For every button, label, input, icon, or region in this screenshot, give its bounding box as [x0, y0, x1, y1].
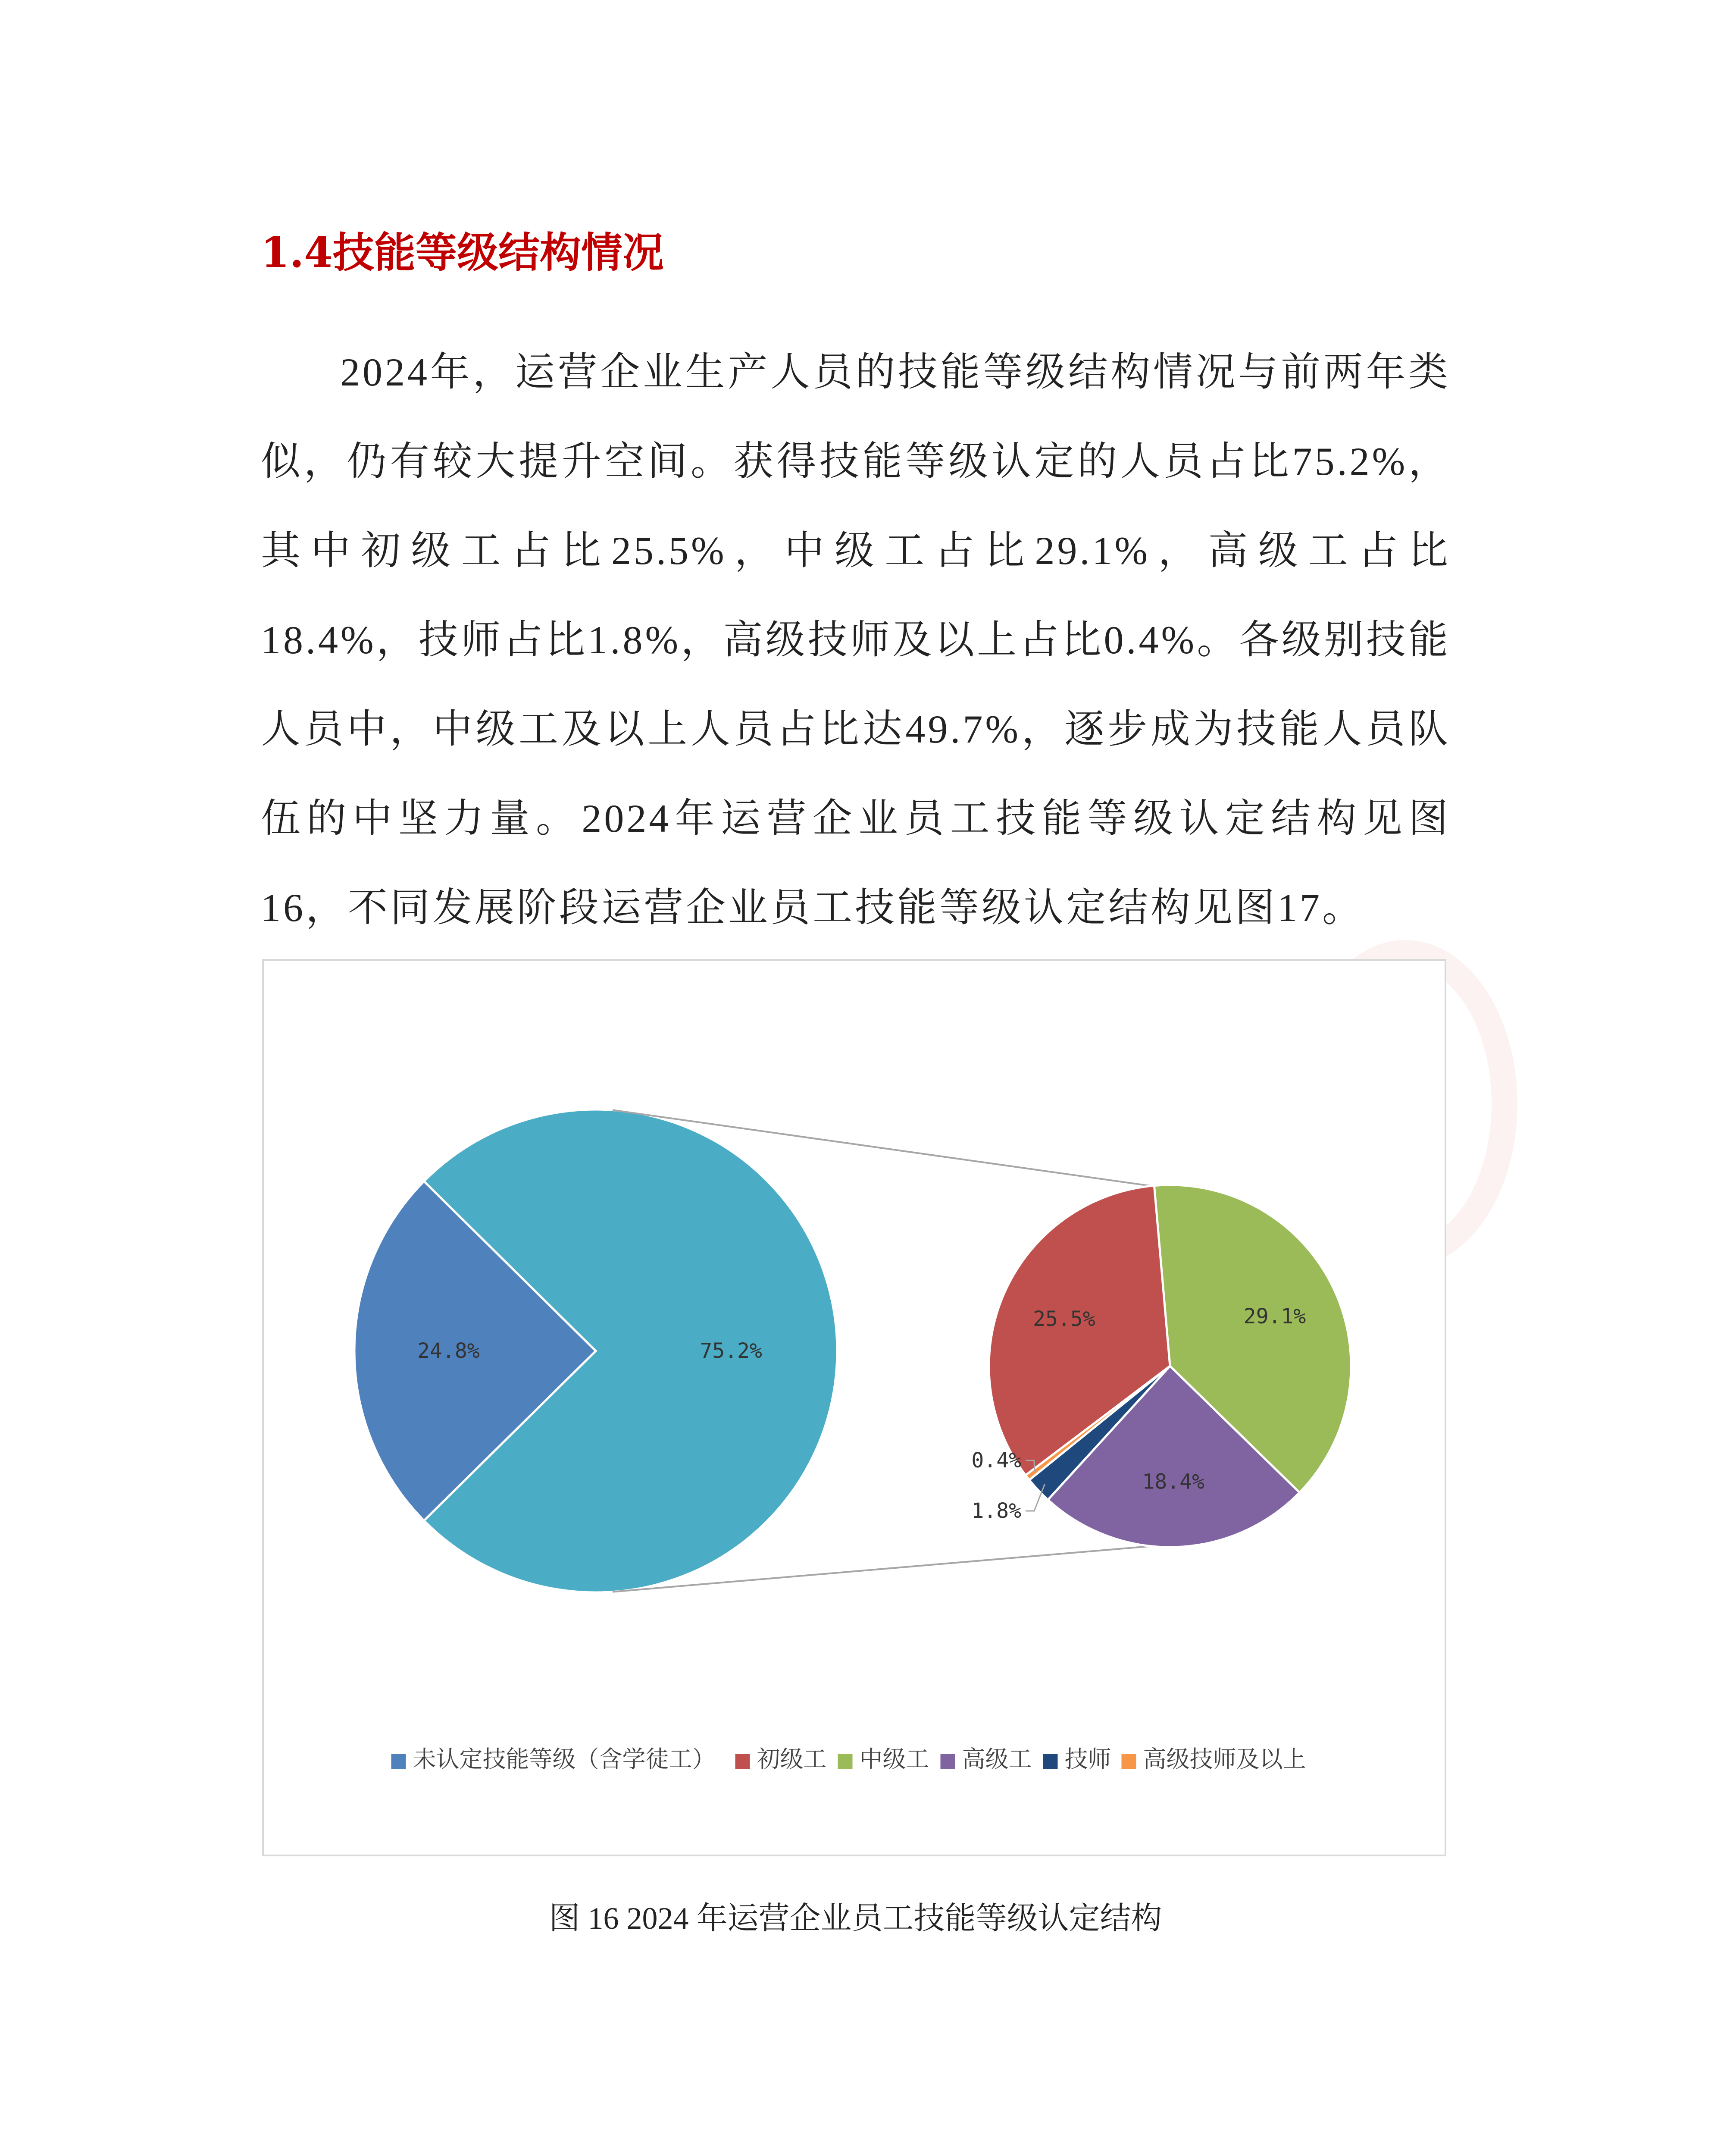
legend-label-5: 高级技师及以上 — [1143, 1745, 1306, 1773]
legend-label-0: 未认定技能等级（含学徒工） — [413, 1745, 716, 1773]
legend-swatch-1 — [735, 1754, 750, 1769]
legend-label-2: 中级工 — [859, 1745, 929, 1773]
main-pie-label-0: 24.8% — [417, 1339, 480, 1363]
main-pie-label-1: 75.2% — [700, 1339, 762, 1363]
body-paragraph: 2024年，运营企业生产人员的技能等级结构情况与前两年类似，仍有较大提升空间。获得技能等级认定的人员占比75.2%，其中初级工占比25.5%，中级工占比29.1%，高级工占比18.4%，技师占比1.8%，高级技师及以上占比0.4%。各级别技能人员中，中级工及以上人员占比达49.7%，逐步成为技能人员队伍的中坚力量。2024年运营企业员工技能等级认定结构见图16，不同发展阶段运营企业员工技能等级认定结构见图17。 — [261, 350, 1451, 930]
detail-pie-label-1: 18.4% — [1142, 1470, 1204, 1494]
legend-label-4: 技师 — [1064, 1745, 1111, 1773]
detail-pie-label-3: 0.4% — [971, 1448, 1021, 1473]
legend-swatch-5 — [1122, 1754, 1136, 1769]
detail-pie-label-2: 1.8% — [971, 1499, 1021, 1523]
section-heading: 1.4技能等级结构情况 — [261, 228, 664, 277]
legend-swatch-4 — [1043, 1754, 1058, 1769]
legend-swatch-0 — [391, 1754, 406, 1769]
legend-label-1: 初级工 — [757, 1745, 827, 1773]
legend-swatch-2 — [838, 1754, 853, 1769]
pie-of-pie-chart — [264, 961, 1448, 1858]
figure-caption: 图 16 2024 年运营企业员工技能等级认定结构 — [549, 1901, 1162, 1936]
detail-pie-label-0: 29.1% — [1243, 1304, 1306, 1329]
pie-chart-figure — [262, 959, 1446, 1856]
legend-swatch-3 — [941, 1754, 955, 1769]
legend-label-3: 高级工 — [962, 1745, 1032, 1773]
detail-pie-label-4: 25.5% — [1033, 1307, 1095, 1331]
